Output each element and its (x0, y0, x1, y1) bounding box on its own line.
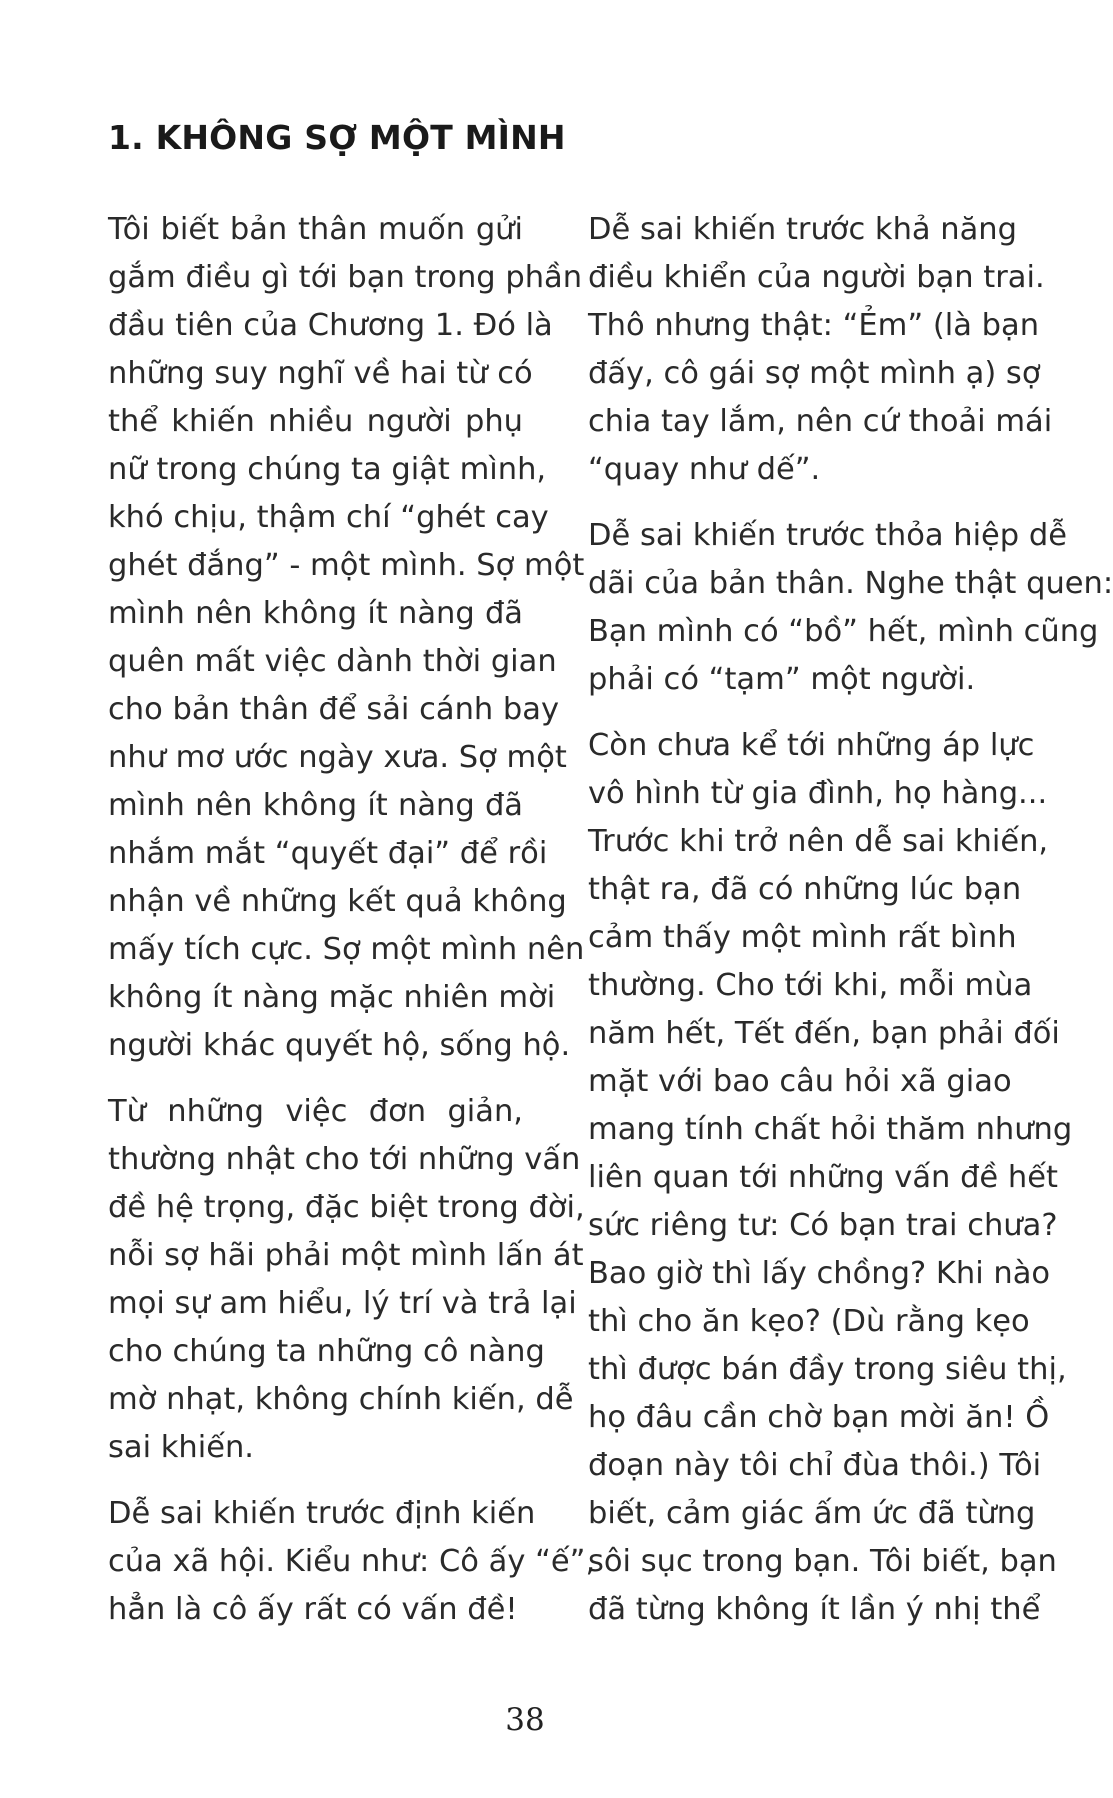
text-line: mặt với bao câu hỏi xã giao (588, 1064, 1012, 1099)
paragraph (108, 1088, 585, 1472)
text-line: điều khiển của người bạn trai. (588, 260, 1045, 295)
text-line: nữ trong chúng ta giật mình, (108, 452, 547, 487)
text-line: người khác quyết hộ, sống hộ. (108, 1028, 571, 1063)
text-line: Dễ sai khiến trước thỏa hiệp dễ (588, 518, 1067, 553)
text-line: nỗi sợ hãi phải một mình lấn át (108, 1238, 584, 1273)
paragraph (588, 722, 1073, 1634)
text-line: khó chịu, thậm chí “ghét cay (108, 500, 549, 535)
text-line: thì được bán đầy trong siêu thị, (588, 1352, 1067, 1387)
text-line: mang tính chất hỏi thăm nhưng (588, 1112, 1073, 1147)
text-line: họ đâu cần chờ bạn mời ăn! Ồ (588, 1400, 1050, 1435)
text-line: không ít nàng mặc nhiên mời (108, 980, 556, 1015)
text-line: phải có “tạm” một người. (588, 662, 976, 697)
text-line: cho chúng ta những cô nàng (108, 1334, 545, 1369)
section-heading: 1. KHÔNG SỢ MỘT MÌNH (108, 118, 566, 157)
text-line: như mơ ước ngày xưa. Sợ một (108, 740, 567, 775)
text-line: liên quan tới những vấn đề hết (588, 1160, 1058, 1195)
paragraph (108, 1490, 596, 1634)
text-line: mờ nhạt, không chính kiến, dễ (108, 1382, 574, 1417)
text-line: dãi của bản thân. Nghe thật quen: (588, 566, 1113, 601)
text-line: “quay như dế”. (588, 452, 821, 487)
text-line: sai khiến. (108, 1430, 255, 1465)
paragraph (588, 206, 1053, 494)
text-line: sức riêng tư: Có bạn trai chưa? (588, 1208, 1058, 1243)
text-line: đầu tiên của Chương 1. Đó là (108, 308, 553, 343)
text-line: thường. Cho tới khi, mỗi mùa (588, 968, 1033, 1003)
text-line: thì cho ăn kẹo? (Dù rằng kẹo (588, 1304, 1030, 1339)
text-line: Dễ sai khiến trước định kiến (108, 1496, 536, 1531)
text-line: Trước khi trở nên dễ sai khiến, (588, 824, 1049, 859)
text-line: Bao giờ thì lấy chồng? Khi nào (588, 1256, 1051, 1291)
text-line: chia tay lắm, nên cứ thoải mái (588, 404, 1053, 439)
text-line: gắm điều gì tới bạn trong phần (108, 260, 583, 295)
text-line: quên mất việc dành thời gian (108, 644, 557, 679)
text-line: vô hình từ gia đình, họ hàng... (588, 776, 1048, 811)
text-line: thật ra, đã có những lúc bạn (588, 872, 1022, 907)
text-line: mấy tích cực. Sợ một mình nên (108, 932, 585, 967)
text-line: thường nhật cho tới những vấn (108, 1142, 581, 1177)
text-line: đấy, cô gái sợ một mình ạ) sợ (588, 356, 1041, 391)
right-column (588, 206, 1113, 1652)
text-line: Thô nhưng thật: “Ẻm” (là bạn (588, 308, 1040, 343)
left-column (108, 206, 596, 1652)
text-line: đoạn này tôi chỉ đùa thôi.) Tôi (588, 1448, 1042, 1483)
text-line: sôi sục trong bạn. Tôi biết, bạn (588, 1544, 1057, 1579)
text-line: Dễ sai khiến trước khả năng (588, 212, 1017, 247)
text-line: Bạn mình có “bồ” hết, mình cũng (588, 614, 1099, 649)
text-line: thể khiến nhiều người phụ (108, 404, 523, 439)
text-line: đề hệ trọng, đặc biệt trong đời, (108, 1190, 585, 1225)
text-line: biết, cảm giác ấm ức đã từng (588, 1496, 1036, 1531)
text-line: hẳn là cô ấy rất có vấn đề! (108, 1592, 518, 1627)
text-line: mình nên không ít nàng đã (108, 788, 523, 823)
text-line: Từ những việc đơn giản, (108, 1094, 523, 1129)
text-line: của xã hội. Kiểu như: Cô ấy “ế”, (108, 1544, 596, 1579)
paragraph (108, 206, 585, 1070)
text-line: cảm thấy một mình rất bình (588, 920, 1017, 955)
text-line: Tôi biết bản thân muốn gửi (108, 212, 523, 247)
paragraph (588, 512, 1113, 704)
text-line: mình nên không ít nàng đã (108, 596, 523, 631)
text-line: cho bản thân để sải cánh bay (108, 692, 560, 727)
text-line: nhận về những kết quả không (108, 884, 567, 919)
text-line: đã từng không ít lần ý nhị thể (588, 1592, 1041, 1627)
text-line: nhắm mắt “quyết đại” để rồi (108, 836, 548, 871)
text-line: năm hết, Tết đến, bạn phải đối (588, 1016, 1060, 1051)
text-line: mọi sự am hiểu, lý trí và trả lại (108, 1286, 577, 1321)
text-line: những suy nghĩ về hai từ có (108, 356, 533, 391)
text-line: Còn chưa kể tới những áp lực (588, 728, 1035, 763)
page-number: 38 (505, 1702, 545, 1738)
text-line: ghét đắng” - một mình. Sợ một (108, 548, 585, 583)
